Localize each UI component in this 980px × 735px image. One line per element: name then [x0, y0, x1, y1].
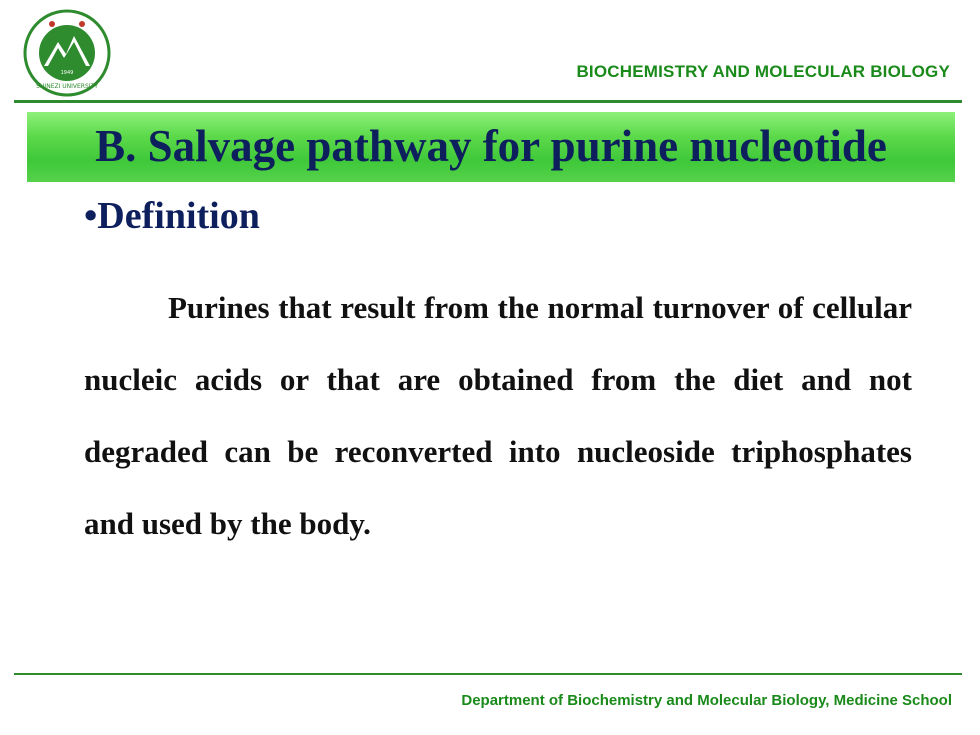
department-footer: Department of Biochemistry and Molecular Biology, Medicine School — [461, 692, 952, 709]
header-divider — [14, 100, 962, 103]
definition-paragraph: Purines that result from the normal turnover of cellular nucleic acids or that are obtained from the diet and not degraded can be reconverted into nucleoside triphosphates and used by the body. — [84, 290, 912, 541]
title-banner — [27, 112, 955, 182]
svg-text:SHINEZI UNIVERSITY: SHINEZI UNIVERSITY — [36, 83, 98, 90]
course-header: BIOCHEMISTRY AND MOLECULAR BIOLOGY — [576, 62, 950, 81]
footer-divider — [14, 673, 962, 675]
bullet-heading: •Definition — [84, 195, 260, 237]
slide-title: B. Salvage pathway for purine nucleotide — [95, 121, 887, 171]
university-logo — [22, 8, 112, 98]
svg-text:1949: 1949 — [60, 70, 74, 76]
